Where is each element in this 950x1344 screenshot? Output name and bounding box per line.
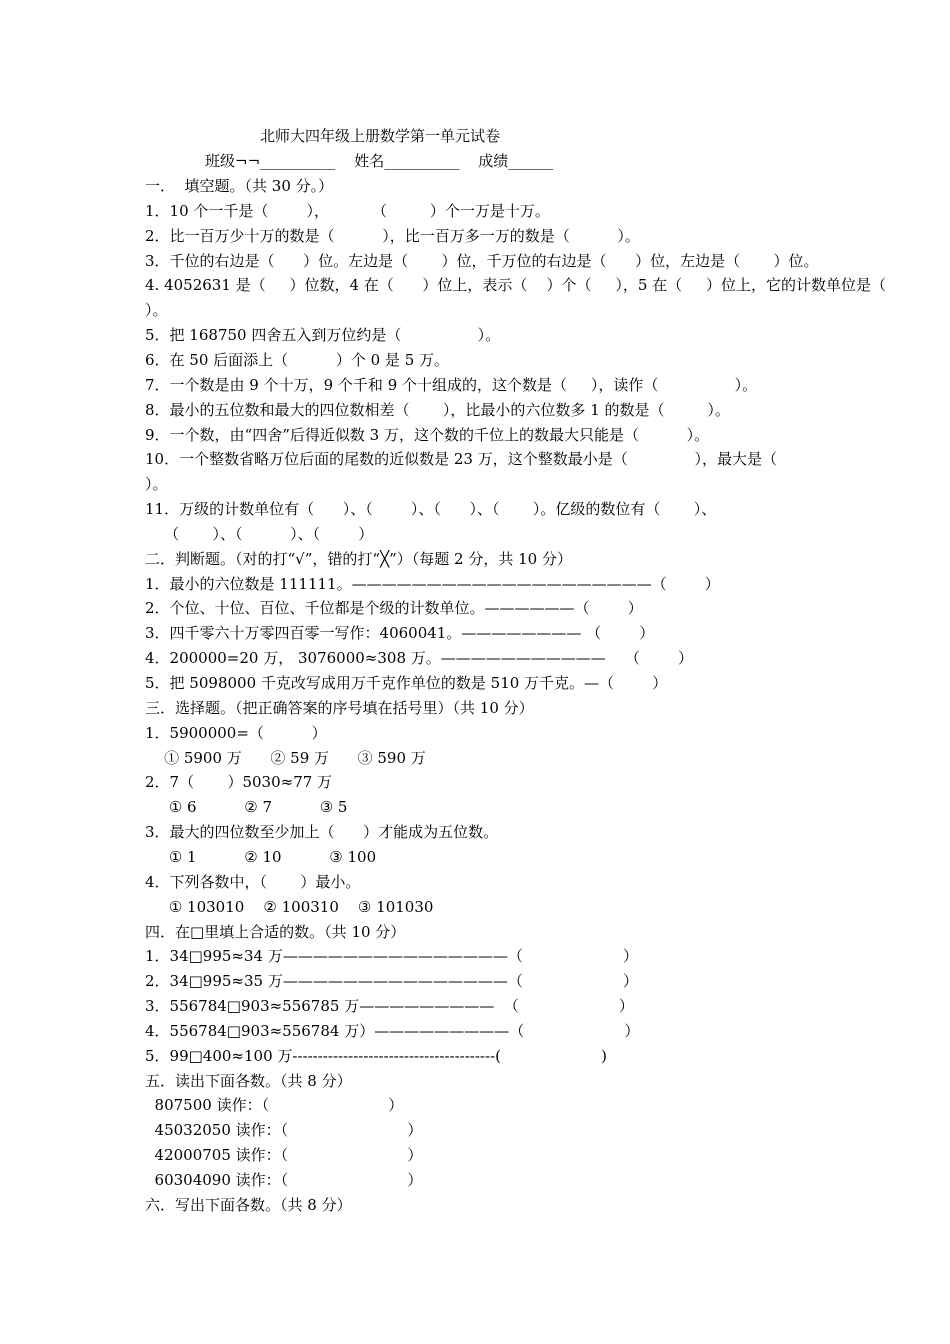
- question-line: ）。: [145, 301, 168, 319]
- question-line: （ ）、（ ）、（ ）: [145, 525, 374, 543]
- question-line: 2．7（ ）5030≈77 万: [145, 773, 333, 791]
- question-line: 2．个位、十位、百位、千位都是个级的计数单位。——————（ ）: [145, 599, 643, 617]
- question-line: 60304090 读作：（ ）: [145, 1171, 423, 1189]
- question-line: 1．最小的六位数是 111111。————————————————————（ ）: [145, 575, 720, 593]
- question-line: ① 6 ② 7 ③ 5: [145, 798, 348, 816]
- question-line: 4．200000=20 万， 3076000≈308 万。——————————— （ ）: [145, 649, 693, 667]
- question-line: 3．最大的四位数至少加上（ ）才能成为五位数。: [145, 823, 499, 841]
- question-line: 10．一个整数省略万位后面的尾数的近似数是 23 万，这个整数最小是（ ），最大是（: [145, 450, 777, 468]
- question-line: 2．34□995≈35 万———————————————（ ）: [145, 972, 638, 990]
- question-line: ① 5900 万 ② 59 万 ③ 590 万: [145, 749, 426, 767]
- question-line: 1．5900000=（ ）: [145, 724, 327, 742]
- question-line: 5．把 168750 四舍五入到万位约是（ ）。: [145, 326, 501, 344]
- question-line: 2．比一百万少十万的数是（ ），比一百万多一万的数是（ ）。: [145, 227, 640, 245]
- section-heading: 六．写出下面各数。（共 8 分）: [145, 1196, 352, 1214]
- question-line: ）。: [145, 475, 168, 493]
- student-info-row: 班级¬¬__________ 姓名__________ 成绩______: [205, 152, 554, 170]
- question-line: 3．四千零六十万零四百零一写作：4060041。———————— （ ）: [145, 624, 655, 642]
- section-heading: 三．选择题。（把正确答案的序号填在括号里）（共 10 分）: [145, 699, 534, 717]
- question-line: 11．万级的计数单位有（ ）、（ ）、（ ）、（ ）。亿级的数位有（ ）、: [145, 500, 717, 518]
- question-line: 1．10 个一千是（ ）， （ ）个一万是十万。: [145, 202, 550, 220]
- section-heading: 二．判断题。（对的打“√”，错的打“╳”）（每题 2 分，共 10 分）: [145, 550, 572, 568]
- section-heading: 一． 填空题。（共 30 分。）: [145, 177, 334, 195]
- question-line: 4. 4052631 是（ ）位数，4 在（ ）位上，表示（ ）个（ ），5 在（ ）位上，它的计数单位是（: [145, 276, 886, 294]
- question-line: 5．99□400≈100 万----------------------------------------( ): [145, 1047, 607, 1065]
- question-line: 1．34□995≈34 万———————————————（ ）: [145, 947, 638, 965]
- question-line: 6．在 50 后面添上（ ）个 0 是 5 万。: [145, 351, 450, 369]
- question-line: 42000705 读作：（ ）: [145, 1146, 423, 1164]
- question-line: 7．一个数是由 9 个十万，9 个千和 9 个十组成的，这个数是（ ），读作（ ）。: [145, 376, 758, 394]
- question-line: 3．556784□903≈556785 万————————— （ ）: [145, 997, 634, 1015]
- section-heading: 五．读出下面各数。（共 8 分）: [145, 1072, 352, 1090]
- question-line: 4．556784□903≈556784 万）—————————（ ）: [145, 1022, 640, 1040]
- question-line: 5．把 5098000 千克改写成用万千克作单位的数是 510 万千克。—（ ）: [145, 674, 668, 692]
- question-line: 4．下列各数中，（ ）最小。: [145, 873, 361, 891]
- question-line: 9．一个数，由“四舍”后得近似数 3 万，这个数的千位上的数最大只能是（ ）。: [145, 426, 710, 444]
- question-line: 8．最小的五位数和最大的四位数相差（ ），比最小的六位数多 1 的数是（ ）。: [145, 401, 730, 419]
- page-title: 北师大四年级上册数学第一单元试卷: [260, 127, 501, 145]
- question-line: 807500 读作：（ ）: [145, 1096, 404, 1114]
- question-line: ① 103010 ② 100310 ③ 101030: [145, 898, 434, 916]
- section-heading: 四．在□里填上合适的数。（共 10 分）: [145, 923, 406, 941]
- question-line: 45032050 读作：（ ）: [145, 1121, 423, 1139]
- question-line: 3．千位的右边是（ ）位。左边是（ ）位，千万位的右边是（ ）位，左边是（ ）位。: [145, 252, 819, 270]
- question-line: ① 1 ② 10 ③ 100: [145, 848, 377, 866]
